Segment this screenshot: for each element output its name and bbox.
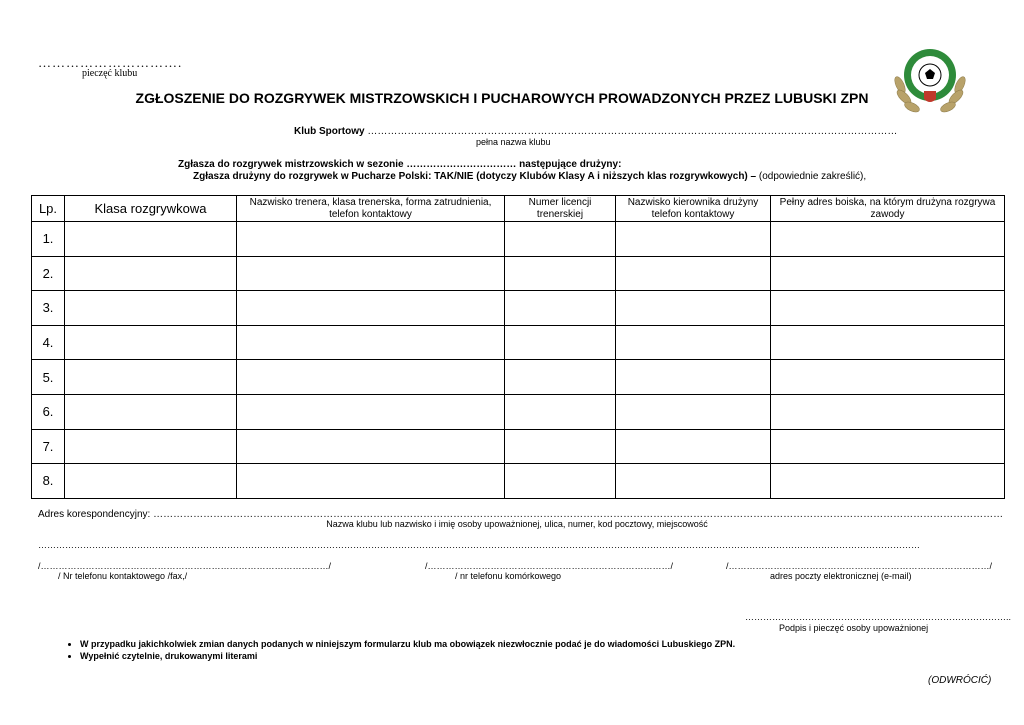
row-number: 4. xyxy=(32,325,65,360)
cell-coach[interactable] xyxy=(237,394,505,429)
cell-pitch-address[interactable] xyxy=(771,394,1005,429)
cell-coach[interactable] xyxy=(237,429,505,464)
phone-label: / Nr telefonu kontaktowego /fax,/ xyxy=(58,571,188,581)
cell-pitch-address[interactable] xyxy=(771,464,1005,499)
table-row xyxy=(32,256,1005,291)
cell-class[interactable] xyxy=(65,360,237,395)
lubuski-zpn-logo xyxy=(890,45,970,117)
cell-coach[interactable] xyxy=(237,291,505,326)
notes-list xyxy=(44,638,735,662)
row-number: 7. xyxy=(32,429,65,464)
cell-manager[interactable] xyxy=(616,394,771,429)
address-field[interactable]: Adres korespondencyjny: ………………………………………………………………………………………………………………………………………………………………………………………………………………………………… xyxy=(38,509,1004,520)
cell-license[interactable] xyxy=(505,291,616,326)
cup-declaration-bold: Zgłasza drużyny do rozgrywek w Pucharze Polski: TAK/NIE (dotyczy Klubów Klasy A i niższych klas rozgrywkowych) – xyxy=(193,171,757,182)
table-row xyxy=(32,394,1005,429)
cell-manager[interactable] xyxy=(616,256,771,291)
mobile-field[interactable]: /………………………………………………………………………/ xyxy=(425,561,674,571)
row-number: 2. xyxy=(32,256,65,291)
cell-license[interactable] xyxy=(505,429,616,464)
header-class: Klasa rozgrywkowa xyxy=(65,196,237,222)
note-item: • W przypadku jakichkolwiek zmian danych podanych w niniejszym formularzu klub ma obowiązek niezwłocznie podać je do wiadomości Lubuskiego ZPN. xyxy=(80,638,735,650)
club-label: Klub Sportowy xyxy=(294,126,365,137)
header-manager: Nazwisko kierownika drużyny telefon kontaktowy xyxy=(616,196,771,222)
header-lp: Lp. xyxy=(32,196,65,222)
note-item: • Wypełnić czytelnie, drukowanymi literami xyxy=(80,650,735,662)
stamp-label: pieczęć klubu xyxy=(82,68,138,79)
cell-pitch-address[interactable] xyxy=(771,325,1005,360)
header-coach: Nazwisko trenera, klasa trenerska, forma zatrudnienia, telefon kontaktowy xyxy=(237,196,505,222)
cell-pitch-address[interactable] xyxy=(771,222,1005,257)
row-number: 5. xyxy=(32,360,65,395)
cell-coach[interactable] xyxy=(237,464,505,499)
table-row xyxy=(32,464,1005,499)
email-label: adres poczty elektronicznej (e-mail) xyxy=(770,571,912,581)
cell-pitch-address[interactable] xyxy=(771,256,1005,291)
table-row xyxy=(32,429,1005,464)
club-sublabel: pełna nazwa klubu xyxy=(476,137,551,147)
row-number: 8. xyxy=(32,464,65,499)
cell-class[interactable] xyxy=(65,394,237,429)
cell-manager[interactable] xyxy=(616,325,771,360)
cell-license[interactable] xyxy=(505,394,616,429)
table-row xyxy=(32,325,1005,360)
season-declaration: Zgłasza do rozgrywek mistrzowskich w sezonie …………………………… następujące drużyny: xyxy=(178,159,622,170)
club-field xyxy=(294,126,897,137)
stamp-dots: …………………………. xyxy=(38,55,183,70)
cell-manager[interactable] xyxy=(616,429,771,464)
row-number: 6. xyxy=(32,394,65,429)
cell-pitch-address[interactable] xyxy=(771,291,1005,326)
cell-pitch-address[interactable] xyxy=(771,360,1005,395)
table-row xyxy=(32,360,1005,395)
cell-coach[interactable] xyxy=(237,222,505,257)
cell-class[interactable] xyxy=(65,256,237,291)
cell-license[interactable] xyxy=(505,222,616,257)
phone-field[interactable]: /……………………………………………………………………………………/ xyxy=(38,561,332,571)
cell-class[interactable] xyxy=(65,291,237,326)
header-license: Numer licencji trenerskiej xyxy=(505,196,616,222)
cell-coach[interactable] xyxy=(237,360,505,395)
cell-coach[interactable] xyxy=(237,325,505,360)
address-sublabel: Nazwa klubu lub nazwisko i imię osoby upoważnionej, ulica, numer, kod pocztowy, miejscowość xyxy=(326,519,708,529)
cell-license[interactable] xyxy=(505,360,616,395)
cell-class[interactable] xyxy=(65,464,237,499)
cell-license[interactable] xyxy=(505,464,616,499)
signature-label: Podpis i pieczęć osoby upoważnionej xyxy=(779,623,929,633)
cell-class[interactable] xyxy=(65,222,237,257)
cell-manager[interactable] xyxy=(616,360,771,395)
cup-declaration-note: (odpowiednie zakreślić), xyxy=(758,171,867,182)
cup-declaration xyxy=(193,171,866,182)
turn-over-label: (ODWRÓCIĆ) xyxy=(928,675,992,686)
table-row xyxy=(32,291,1005,326)
table-header-row xyxy=(32,196,1005,222)
address-second-line[interactable]: …………………………………………………………………………………………………………………………………………………………………………………………………………………………………………………………………… xyxy=(38,540,920,550)
signature-field[interactable]: …………………………………………………………………………….. xyxy=(745,612,1012,622)
cell-pitch-address[interactable] xyxy=(771,429,1005,464)
row-number: 1. xyxy=(32,222,65,257)
header-pitch-address: Pełny adres boiska, na którym drużyna rozgrywa zawody xyxy=(771,196,1005,222)
teams-table xyxy=(31,195,1005,499)
cell-coach[interactable] xyxy=(237,256,505,291)
email-field[interactable]: /……………………………………………………………………………/ xyxy=(726,561,993,571)
mobile-label: / nr telefonu komórkowego xyxy=(455,571,562,581)
cell-manager[interactable] xyxy=(616,291,771,326)
page-title: ZGŁOSZENIE DO ROZGRYWEK MISTRZOWSKICH I PUCHAROWYCH PROWADZONYCH PRZEZ LUBUSKI ZPN xyxy=(135,90,869,106)
cell-manager[interactable] xyxy=(616,464,771,499)
cell-class[interactable] xyxy=(65,429,237,464)
club-dots[interactable]: …………………………………………………………………………………………………………………………………………… xyxy=(367,126,898,137)
table-row xyxy=(32,222,1005,257)
cell-manager[interactable] xyxy=(616,222,771,257)
cell-class[interactable] xyxy=(65,325,237,360)
row-number: 3. xyxy=(32,291,65,326)
cell-license[interactable] xyxy=(505,256,616,291)
cell-license[interactable] xyxy=(505,325,616,360)
